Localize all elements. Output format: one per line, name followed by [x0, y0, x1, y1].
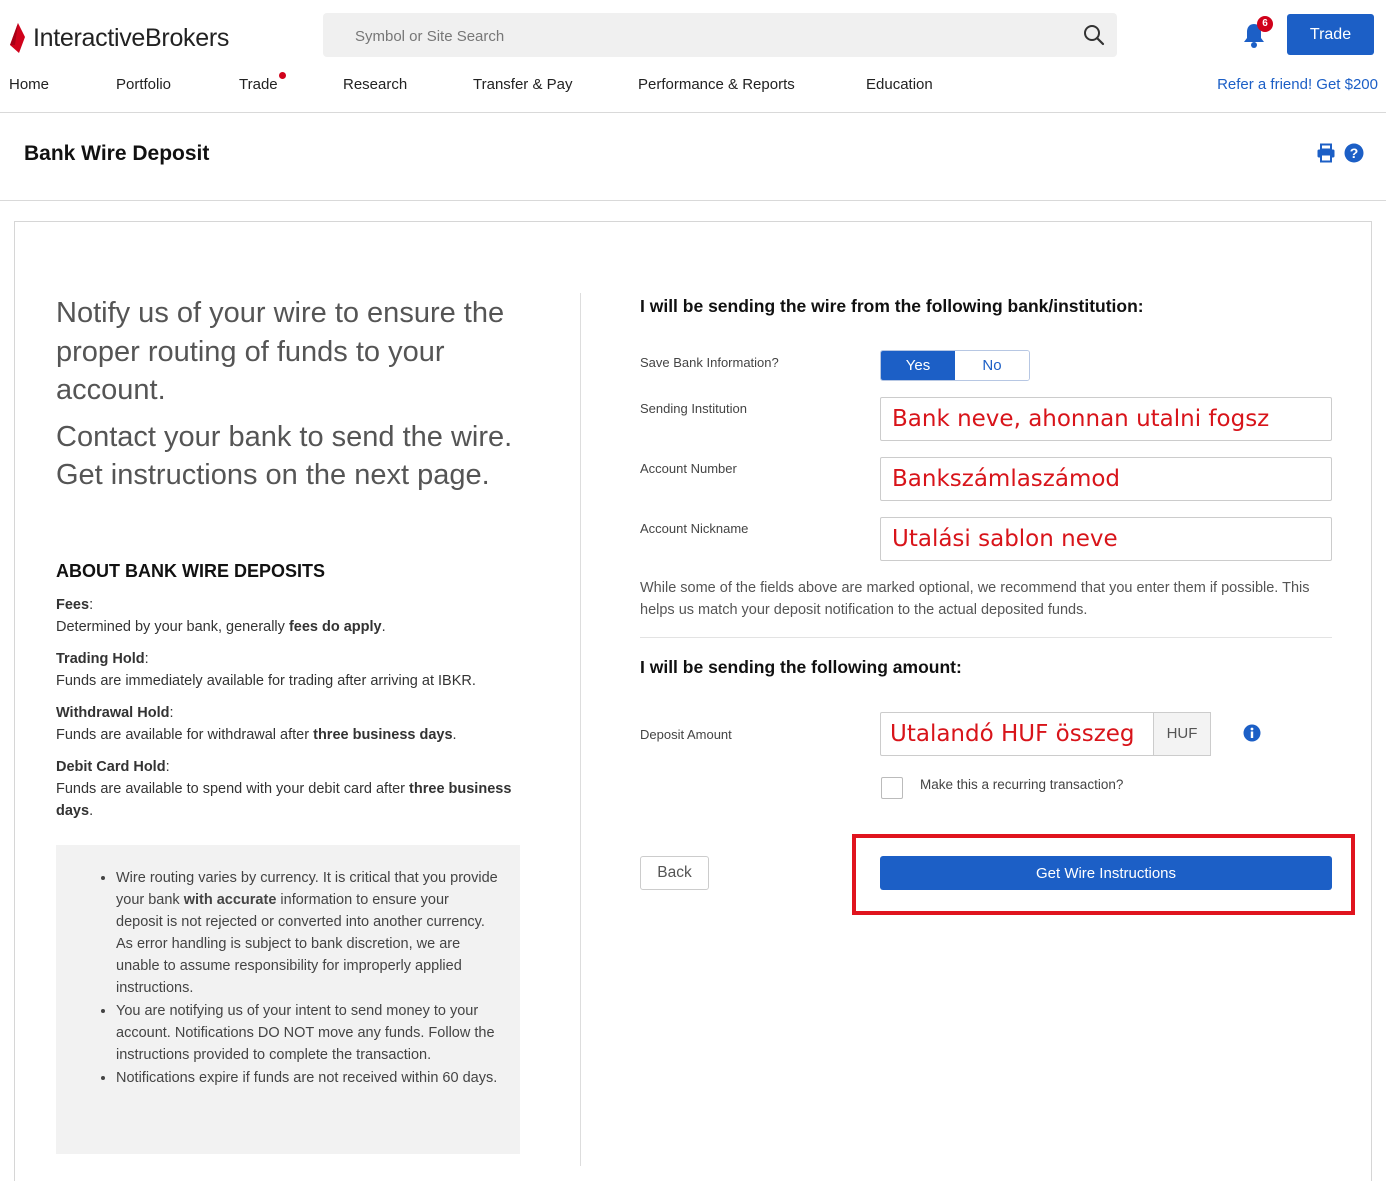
bank-section-heading: I will be sending the wire from the following bank/institution:	[640, 296, 1144, 316]
title-divider	[0, 200, 1386, 201]
account-number-input[interactable]: Bankszámlaszámod	[880, 457, 1332, 501]
withdrawal-hold-text: Funds are available for withdrawal after	[56, 727, 314, 743]
account-number-label: Account Number	[640, 461, 737, 476]
search-icon[interactable]	[1083, 24, 1105, 46]
withdrawal-hold-item: Withdrawal Hold: Funds are available for withdrawal after three business days.	[56, 705, 457, 743]
nav-performance-reports[interactable]: Performance & Reports	[638, 76, 795, 93]
fees-emphasis: fees do apply	[288, 619, 382, 635]
nav-home[interactable]: Home	[9, 76, 50, 93]
optional-fields-help: While some of the fields above are marked optional, we recommend that you enter them if possible. This helps us match your deposit notification to the actual deposited funds.	[640, 580, 1310, 618]
recurring-checkbox[interactable]	[881, 777, 903, 799]
account-nickname-label: Account Nickname	[640, 521, 749, 536]
withdrawal-hold-label: Withdrawal Hold	[56, 705, 170, 721]
notes-box	[56, 845, 520, 1154]
fees-item: Fees: Determined by your bank, generally fees do apply.	[56, 597, 386, 635]
intro-text	[56, 294, 526, 503]
nav-transfer-pay[interactable]: Transfer & Pay	[473, 76, 573, 93]
note-item: • Wire routing varies by currency. It is critical that you provide your bank with accurate information to ensure your deposit is not rejected or converted into another currency. As error handling is subject to bank discretion, we are unable to assume responsibility for improperly applied instructions.	[116, 867, 498, 999]
nav-trade[interactable]: Trade	[239, 76, 278, 93]
debit-hold-item: Debit Card Hold: Funds are available to spend with your debit card after three business days.	[56, 759, 512, 819]
trading-hold-item: Trading Hold: Funds are immediately available for trading after arriving at IBKR.	[56, 651, 476, 689]
nav-trade-alert-dot	[279, 72, 286, 79]
section-separator	[640, 637, 1332, 638]
get-wire-instructions-button[interactable]: Get Wire Instructions	[880, 856, 1332, 890]
fees-label: Fees	[56, 597, 90, 613]
nav-education[interactable]: Education	[866, 76, 933, 93]
note-item: • You are notifying us of your intent to send money to your account. Notifications DO NOT move any funds. Follow the instructions provided to complete the transaction.	[116, 1000, 498, 1066]
column-divider	[580, 293, 581, 1166]
save-bank-toggle	[880, 350, 1030, 381]
trade-button[interactable]: Trade	[1287, 14, 1374, 55]
trading-hold-text: Funds are immediately available for trading after arriving at IBKR.	[56, 673, 476, 689]
withdrawal-hold-emphasis: three business days	[313, 727, 453, 743]
refer-friend-link[interactable]: Refer a friend! Get $200	[1217, 76, 1378, 93]
deposit-amount-input[interactable]: Utalandó HUF összeg	[880, 712, 1154, 756]
deposit-amount-label: Deposit Amount	[640, 727, 732, 742]
ib-logo-icon	[9, 23, 29, 53]
currency-addon: HUF	[1153, 712, 1211, 756]
save-bank-label: Save Bank Information?	[640, 355, 779, 370]
note-item: • Notifications expire if funds are not received within 60 days.	[116, 1067, 498, 1089]
save-bank-no-button[interactable]: No	[955, 351, 1029, 380]
intro-line-1: Notify us of your wire to ensure the proper routing of funds to your account.	[56, 297, 505, 406]
account-nickname-input[interactable]: Utalási sablon neve	[880, 517, 1332, 561]
recurring-label: Make this a recurring transaction?	[920, 777, 1124, 792]
help-icon[interactable]	[1344, 143, 1364, 163]
trading-hold-label: Trading Hold	[56, 651, 145, 667]
debit-hold-emphasis: three business days	[56, 781, 512, 819]
nav-portfolio[interactable]: Portfolio	[116, 76, 172, 93]
fees-text: Determined by your bank, generally	[56, 619, 289, 635]
top-header	[0, 0, 1386, 113]
search-input[interactable]	[353, 13, 1057, 59]
title-actions	[1316, 143, 1364, 163]
svg-text:?: ?	[1349, 145, 1359, 161]
sending-institution-input[interactable]: Bank neve, ahonnan utalni fogsz	[880, 397, 1332, 441]
debit-hold-label: Debit Card Hold	[56, 759, 166, 775]
site-search	[323, 13, 1117, 57]
about-section	[56, 594, 526, 832]
logo[interactable]	[9, 18, 229, 58]
print-icon[interactable]	[1316, 143, 1336, 163]
intro-line-2: Contact your bank to send the wire. Get instructions on the next page.	[56, 420, 513, 491]
nav-research[interactable]: Research	[343, 76, 408, 93]
back-button[interactable]: Back	[640, 856, 709, 890]
save-bank-yes-button[interactable]: Yes	[881, 351, 955, 380]
debit-hold-text: Funds are available to spend with your debit card after	[56, 781, 410, 797]
amount-section-heading: I will be sending the following amount:	[640, 657, 962, 677]
info-icon[interactable]	[1243, 724, 1261, 742]
about-heading: ABOUT BANK WIRE DEPOSITS	[56, 561, 326, 581]
main-nav	[0, 76, 1386, 96]
sending-institution-label: Sending Institution	[640, 401, 747, 416]
page-title: Bank Wire Deposit	[24, 142, 210, 165]
notification-badge: 6	[1257, 16, 1273, 32]
logo-text: InteractiveBrokers	[33, 23, 230, 52]
